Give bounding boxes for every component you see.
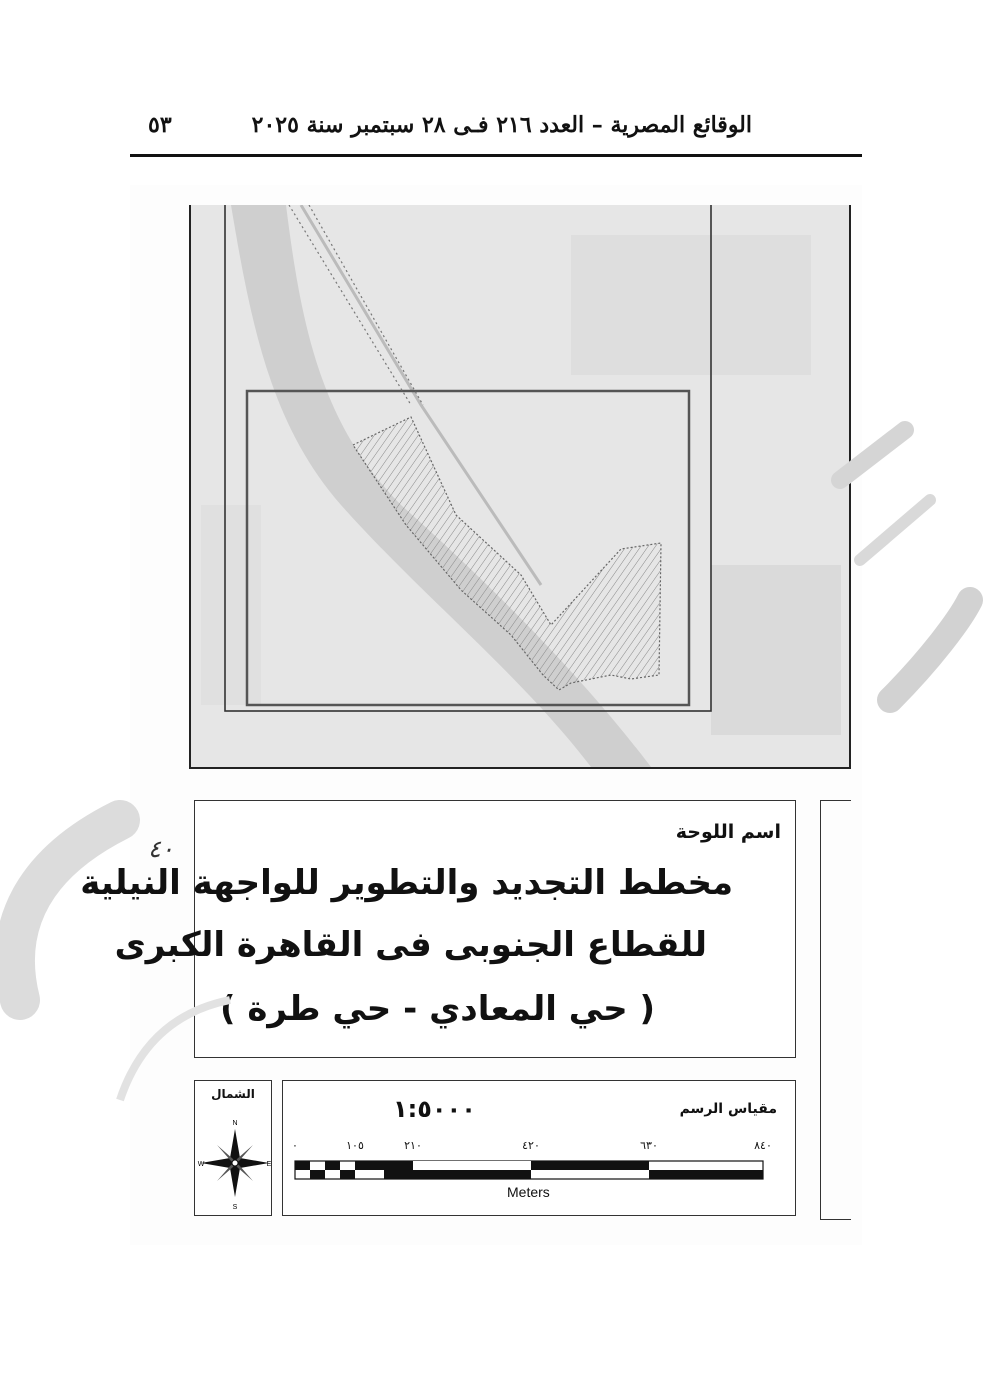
north-label: الشمال <box>211 1087 255 1101</box>
sheet-name-label: اسم اللوحة <box>675 821 781 843</box>
side-panel <box>820 800 851 1220</box>
scale-tick: ١٠٥ <box>346 1139 364 1152</box>
scale-tick: ٦٣٠ <box>640 1139 658 1152</box>
page-header <box>130 112 862 152</box>
gazette-title: الوقائع المصرية – العدد ٢١٦ فـى ٢٨ سبتمبر سنة ٢٠٢٥ <box>251 112 752 138</box>
urban-area <box>201 505 261 705</box>
urban-area <box>571 235 811 375</box>
scale-box <box>282 1080 796 1216</box>
scale-ratio: ١:٥٠٠٠ <box>393 1095 476 1123</box>
compass-n: N <box>232 1120 238 1127</box>
scale-bar <box>283 1159 795 1183</box>
handwritten-note: ٤٠ <box>148 835 174 863</box>
plan-title-line-3: ( حي المعادي - حي طرة ) <box>219 989 655 1029</box>
urban-area <box>711 565 841 735</box>
compass-s: S <box>232 1204 238 1211</box>
scale-tick: ٢١٠ <box>404 1139 422 1152</box>
north-arrow-box <box>194 1080 272 1216</box>
scale-tick: ٤٢٠ <box>522 1139 540 1152</box>
scale-tick: ٨٤٠ <box>754 1139 772 1152</box>
plan-title-line-2: للقطاع الجنوبى فى القاهرة الكبرى <box>114 925 707 965</box>
scale-label: مقياس الرسم <box>679 1101 777 1117</box>
plan-title-line-1: مخطط التجديد والتطوير للواجهة النيلية <box>80 863 733 903</box>
site-map <box>189 205 851 769</box>
aerial-map <box>191 205 849 767</box>
header-rule <box>130 154 862 157</box>
compass-rose-icon <box>195 1081 271 1215</box>
compass-w: W <box>197 1161 205 1168</box>
scale-unit: Meters <box>507 1184 550 1200</box>
scale-tick: ٠ <box>292 1139 298 1152</box>
compass-e: E <box>266 1161 271 1168</box>
page-number: ٥٣ <box>148 112 172 138</box>
